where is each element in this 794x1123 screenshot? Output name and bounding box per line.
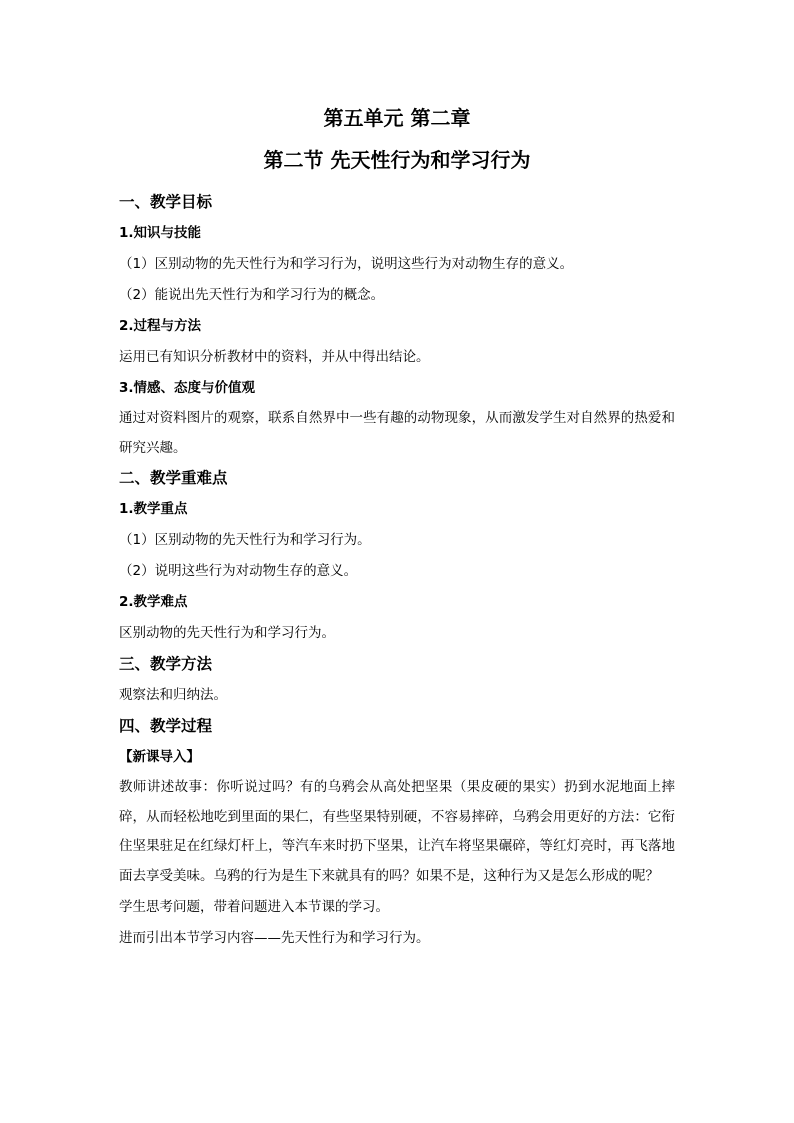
subheading-attitudes-values: 3.情感、态度与价值观 [119,380,256,396]
subheading-difficulty: 2.教学难点 [119,594,188,610]
objective-paragraph-2: （2）能说出先天性行为和学习行为的概念。 [119,287,385,303]
subheading-knowledge-skills: 1.知识与技能 [119,225,202,241]
heading-teaching-objectives: 一、教学目标 [119,193,213,211]
attitudes-paragraph: 通过对资料图片的观察，联系自然界中一些有趣的动物现象，从而激发学生对自然界的热爱和研究兴趣。 [119,410,675,456]
focus-paragraph-2: （2）说明这些行为对动物生存的意义。 [119,563,358,579]
heading-key-points: 二、教学重难点 [119,469,228,487]
subheading-process-methods: 2.过程与方法 [119,318,202,334]
subheading-focus: 1.教学重点 [119,501,188,517]
document-content [119,104,675,948]
difficulty-paragraph: 区别动物的先天性行为和学习行为。 [119,625,335,641]
subheading-new-lesson-intro: 【新课导入】 [119,749,200,765]
process-paragraph: 运用已有知识分析教材中的资料，并从中得出结论。 [119,349,430,365]
section-title: 第二节 先天性行为和学习行为 [263,148,531,172]
heading-teaching-process: 四、教学过程 [119,717,213,735]
lead-in-paragraph: 进而引出本节学习内容——先天性行为和学习行为。 [119,930,430,946]
methods-paragraph: 观察法和归纳法。 [119,687,227,703]
story-paragraph: 教师讲述故事：你听说过吗？有的乌鸦会从高处把坚果（果皮硬的果实）扔到水泥地面上摔碎，从而轻松地吃到里面的果仁，有些坚果特别硬，不容易摔碎，乌鸦会用更好的方法：它衔住坚果驻足在红绿灯杆上，等汽车来时扔下坚果，让汽车将坚果碾碎，等红灯亮时，再飞落地面去享受美味。乌鸦的行为是生下来就具有的吗？如果不是，这种行为又是怎么形成的呢？ [119,779,675,884]
heading-teaching-methods: 三、教学方法 [119,655,213,673]
focus-paragraph-1: （1）区别动物的先天性行为和学习行为。 [119,532,371,548]
objective-paragraph-1: （1）区别动物的先天性行为和学习行为，说明这些行为对动物生存的意义。 [119,256,574,272]
student-thinking-paragraph: 学生思考问题，带着问题进入本节课的学习。 [119,899,389,915]
unit-title: 第五单元 第二章 [323,106,471,130]
